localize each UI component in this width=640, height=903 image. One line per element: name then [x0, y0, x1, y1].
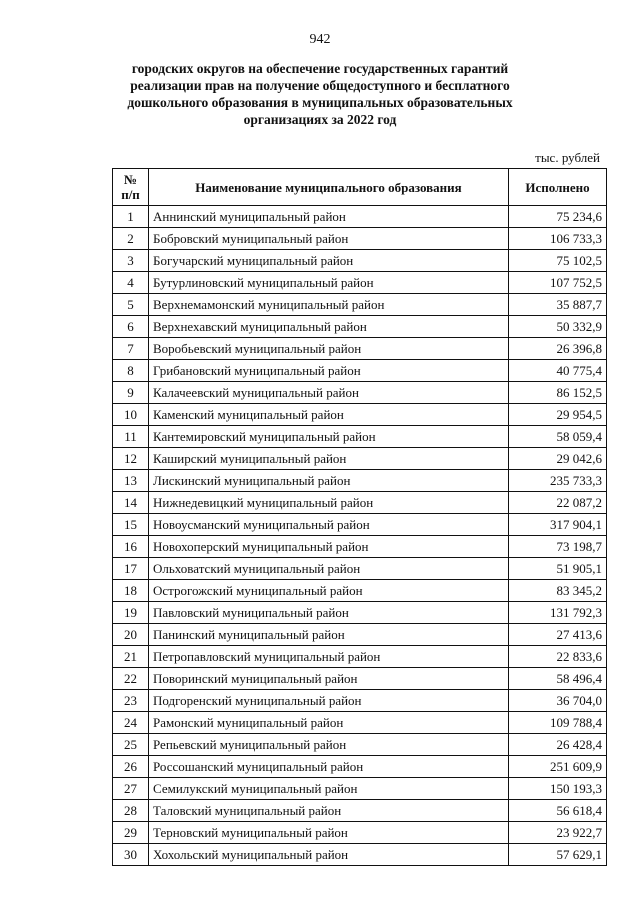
table-row — [113, 778, 607, 800]
executed-amount: 23 922,7 — [509, 822, 607, 844]
municipality-name: Воробьевский муниципальный район — [149, 338, 509, 360]
row-number: 17 — [113, 558, 149, 580]
table-row — [113, 822, 607, 844]
municipality-name: Бутурлиновский муниципальный район — [149, 272, 509, 294]
heading-line: городских округов на обеспечение государственных гарантий — [131, 61, 509, 76]
municipality-name: Рамонский муниципальный район — [149, 712, 509, 734]
executed-amount: 29 954,5 — [509, 404, 607, 426]
municipality-name: Аннинский муниципальный район — [149, 206, 509, 228]
municipality-name: Кантемировский муниципальный район — [149, 426, 509, 448]
row-number: 25 — [113, 734, 149, 756]
municipality-name: Лискинский муниципальный район — [149, 470, 509, 492]
municipality-name: Панинский муниципальный район — [149, 624, 509, 646]
municipality-name: Терновский муниципальный район — [149, 822, 509, 844]
executed-amount: 106 733,3 — [509, 228, 607, 250]
municipality-name: Острогожский муниципальный район — [149, 580, 509, 602]
executed-amount: 107 752,5 — [509, 272, 607, 294]
municipality-name: Хохольский муниципальный район — [149, 844, 509, 866]
executed-amount: 86 152,5 — [509, 382, 607, 404]
executed-amount: 40 775,4 — [509, 360, 607, 382]
table-row — [113, 558, 607, 580]
row-number: 12 — [113, 448, 149, 470]
table-row — [113, 800, 607, 822]
executed-amount: 51 905,1 — [509, 558, 607, 580]
table-row — [113, 426, 607, 448]
row-number: 4 — [113, 272, 149, 294]
heading-line: реализации прав на получение общедоступного и бесплатного — [130, 78, 510, 93]
page-number: 942 — [309, 32, 331, 47]
table-row — [113, 206, 607, 228]
row-number: 29 — [113, 822, 149, 844]
executed-amount: 75 102,5 — [509, 250, 607, 272]
table-row — [113, 756, 607, 778]
units-label: тыс. рублей — [535, 150, 600, 165]
table-row — [113, 514, 607, 536]
row-number: 14 — [113, 492, 149, 514]
executed-amount: 26 396,8 — [509, 338, 607, 360]
municipality-name: Верхнемамонский муниципальный район — [149, 294, 509, 316]
municipality-name: Грибановский муниципальный район — [149, 360, 509, 382]
municipality-name: Таловский муниципальный район — [149, 800, 509, 822]
executed-amount: 58 496,4 — [509, 668, 607, 690]
municipality-name: Семилукский муниципальный район — [149, 778, 509, 800]
executed-amount: 75 234,6 — [509, 206, 607, 228]
municipality-name: Россошанский муниципальный район — [149, 756, 509, 778]
table-row — [113, 250, 607, 272]
municipality-name: Новоусманский муниципальный район — [149, 514, 509, 536]
table-row — [113, 602, 607, 624]
row-number: 10 — [113, 404, 149, 426]
row-number: 15 — [113, 514, 149, 536]
executed-amount: 109 788,4 — [509, 712, 607, 734]
municipality-name: Петропавловский муниципальный район — [149, 646, 509, 668]
executed-amount: 27 413,6 — [509, 624, 607, 646]
municipality-name: Поворинский муниципальный район — [149, 668, 509, 690]
row-number: 8 — [113, 360, 149, 382]
executed-amount: 83 345,2 — [509, 580, 607, 602]
row-number: 7 — [113, 338, 149, 360]
executed-amount: 35 887,7 — [509, 294, 607, 316]
table-row — [113, 624, 607, 646]
municipality-name: Нижнедевицкий муниципальный район — [149, 492, 509, 514]
row-number: 9 — [113, 382, 149, 404]
municipality-name: Калачеевский муниципальный район — [149, 382, 509, 404]
executed-amount: 57 629,1 — [509, 844, 607, 866]
row-number: 23 — [113, 690, 149, 712]
municipality-name: Бобровский муниципальный район — [149, 228, 509, 250]
row-number: 19 — [113, 602, 149, 624]
executed-amount: 150 193,3 — [509, 778, 607, 800]
table-header-row — [113, 169, 607, 206]
table-row — [113, 734, 607, 756]
document-heading — [110, 60, 530, 128]
executed-amount: 26 428,4 — [509, 734, 607, 756]
municipality-name: Богучарский муниципальный район — [149, 250, 509, 272]
row-number: 3 — [113, 250, 149, 272]
table-row — [113, 536, 607, 558]
column-header-number — [113, 169, 149, 206]
row-number: 13 — [113, 470, 149, 492]
row-number: 11 — [113, 426, 149, 448]
municipality-name: Каширский муниципальный район — [149, 448, 509, 470]
row-number: 1 — [113, 206, 149, 228]
row-number: 24 — [113, 712, 149, 734]
column-header-number-sign: № — [123, 172, 138, 187]
row-number: 27 — [113, 778, 149, 800]
table-row — [113, 272, 607, 294]
heading-line: организациях за 2022 год — [243, 112, 397, 127]
executed-amount: 56 618,4 — [509, 800, 607, 822]
row-number: 6 — [113, 316, 149, 338]
executed-amount: 58 059,4 — [509, 426, 607, 448]
table-row — [113, 690, 607, 712]
row-number: 28 — [113, 800, 149, 822]
table-row — [113, 844, 607, 866]
column-header-name: Наименование муниципального образования — [149, 169, 509, 206]
heading-line: дошкольного образования в муниципальных образовательных — [127, 95, 513, 110]
table-row — [113, 228, 607, 250]
municipality-name: Репьевский муниципальный район — [149, 734, 509, 756]
row-number: 5 — [113, 294, 149, 316]
executed-amount: 235 733,3 — [509, 470, 607, 492]
table-row — [113, 360, 607, 382]
row-number: 20 — [113, 624, 149, 646]
executed-amount: 50 332,9 — [509, 316, 607, 338]
table-row — [113, 492, 607, 514]
table-row — [113, 404, 607, 426]
municipality-name: Ольховатский муниципальный район — [149, 558, 509, 580]
municipality-name: Новохоперский муниципальный район — [149, 536, 509, 558]
table-row — [113, 294, 607, 316]
row-number: 18 — [113, 580, 149, 602]
table-row — [113, 580, 607, 602]
municipality-name: Подгоренский муниципальный район — [149, 690, 509, 712]
column-header-number-pp: п/п — [121, 187, 140, 202]
executed-amount: 29 042,6 — [509, 448, 607, 470]
municipality-name: Верхнехавский муниципальный район — [149, 316, 509, 338]
executed-amount: 131 792,3 — [509, 602, 607, 624]
table-row — [113, 470, 607, 492]
executed-amount: 36 704,0 — [509, 690, 607, 712]
executed-amount: 73 198,7 — [509, 536, 607, 558]
row-number: 21 — [113, 646, 149, 668]
municipality-name: Каменский муниципальный район — [149, 404, 509, 426]
table-row — [113, 712, 607, 734]
row-number: 16 — [113, 536, 149, 558]
table-row — [113, 338, 607, 360]
budget-table — [112, 168, 607, 866]
row-number: 26 — [113, 756, 149, 778]
executed-amount: 317 904,1 — [509, 514, 607, 536]
row-number: 22 — [113, 668, 149, 690]
table-row — [113, 382, 607, 404]
executed-amount: 251 609,9 — [509, 756, 607, 778]
executed-amount: 22 833,6 — [509, 646, 607, 668]
column-header-executed: Исполнено — [509, 169, 607, 206]
table-row — [113, 646, 607, 668]
table-row — [113, 316, 607, 338]
table-row — [113, 448, 607, 470]
row-number: 2 — [113, 228, 149, 250]
executed-amount: 22 087,2 — [509, 492, 607, 514]
table-row — [113, 668, 607, 690]
row-number: 30 — [113, 844, 149, 866]
municipality-name: Павловский муниципальный район — [149, 602, 509, 624]
